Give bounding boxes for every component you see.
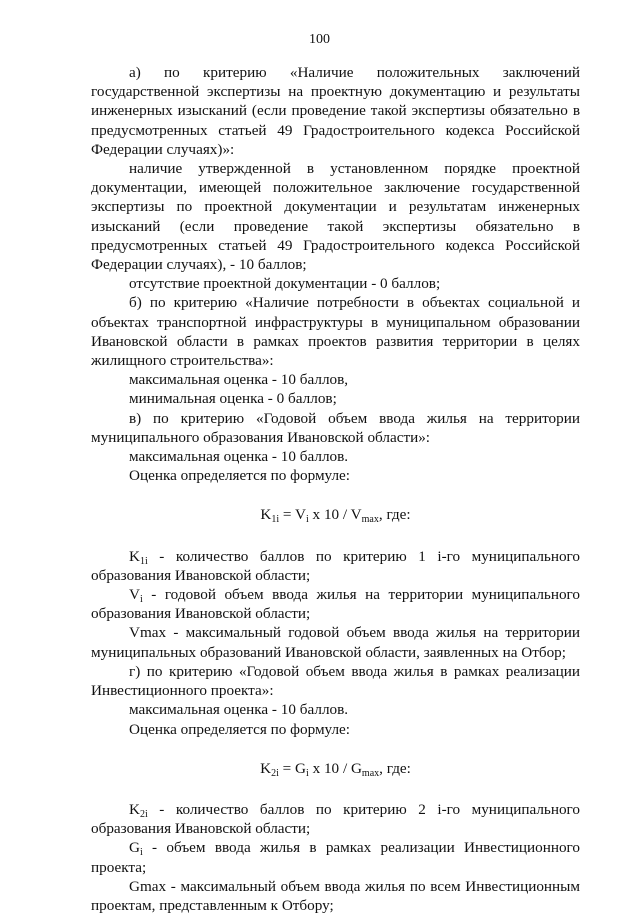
paragraph-criterion-a: а) по критерию «Наличие положительных заключений государственной экспертизы на проектную документацию и результаты инженерных изысканий (если проведение такой экспертизы обязательно в предусмотренных статьей 49 Градостроительного кодекса Российской Федерации случаях)»: bbox=[91, 64, 580, 158]
paragraph-criterion-b: б) по критерию «Наличие потребности в объектах социальной и объектах транспортной инфраструктуры в муниципальном образовании Ивановской области в рамках проектов развития территории в целях жилищного строительства»: bbox=[91, 294, 580, 370]
paragraph-max-score-b: максимальная оценка - 10 баллов, bbox=[129, 371, 349, 389]
paragraph-criterion-d: г) по критерию «Годовой объем ввода жилья в рамках реализации Инвестиционного проекта»: bbox=[91, 662, 580, 700]
paragraph-no-docs: отсутствие проектной документации - 0 баллов; bbox=[129, 275, 441, 293]
definition-gi: $G_i$ - объем ввода жилья в рамках реализации Инвестиционного проекта; bbox=[91, 839, 580, 876]
formula-k2i: $K_{2i} = G_i$ x $10 / G_{max}$, где: bbox=[260, 759, 411, 779]
formula-k1i: $K_{1i} = V_i$ x $10 / V_{max}$, где: bbox=[260, 506, 411, 526]
page-number: 100 bbox=[309, 32, 330, 47]
definition-k1i: $K_{1i}$ - количество баллов по критерию 1 i-го муниципального образования Ивановской области; bbox=[91, 547, 580, 584]
paragraph-design-docs: наличие утвержденной в установленном порядке проектной документации, имеющей положительное заключение государственной экспертизы по проектной документации и результатам инженерных изысканий (если проведение такой экспертизы обязательно в предусмотренных статьей 49 Градостроительного кодекса Российской Федерации случаях), - 10 баллов; bbox=[91, 160, 580, 274]
paragraph-max-score-c: максимальная оценка - 10 баллов. bbox=[129, 448, 349, 466]
definition-vi: $V_i$ - годовой объем ввода жилья на территории муниципального образования Ивановской области; bbox=[91, 586, 580, 623]
document-body bbox=[91, 63, 580, 915]
paragraph-formula-intro-2: Оценка определяется по формуле: bbox=[129, 720, 351, 738]
definition-k2i: $K_{2i}$ - количество баллов по критерию 2 i-го муниципального образования Ивановской области; bbox=[91, 800, 580, 838]
paragraph-formula-intro-1: Оценка определяется по формуле: bbox=[129, 467, 351, 485]
paragraph-min-score-b: минимальная оценка - 0 баллов; bbox=[129, 390, 337, 408]
definition-gmax: Gmax - максимальный объем ввода жилья по всем Инвестиционным проектам, представленным к Отбору; bbox=[91, 877, 580, 914]
definition-vmax: Vmax - максимальный годовой объем ввода жилья на территории муниципальных образований Ивановской области, заявленных на Отбор; bbox=[91, 624, 580, 661]
paragraph-max-score-d: максимальная оценка - 10 баллов. bbox=[129, 701, 349, 719]
paragraph-criterion-c: в) по критерию «Годовой объем ввода жилья на территории муниципального образования Ивановской области»: bbox=[91, 409, 580, 446]
